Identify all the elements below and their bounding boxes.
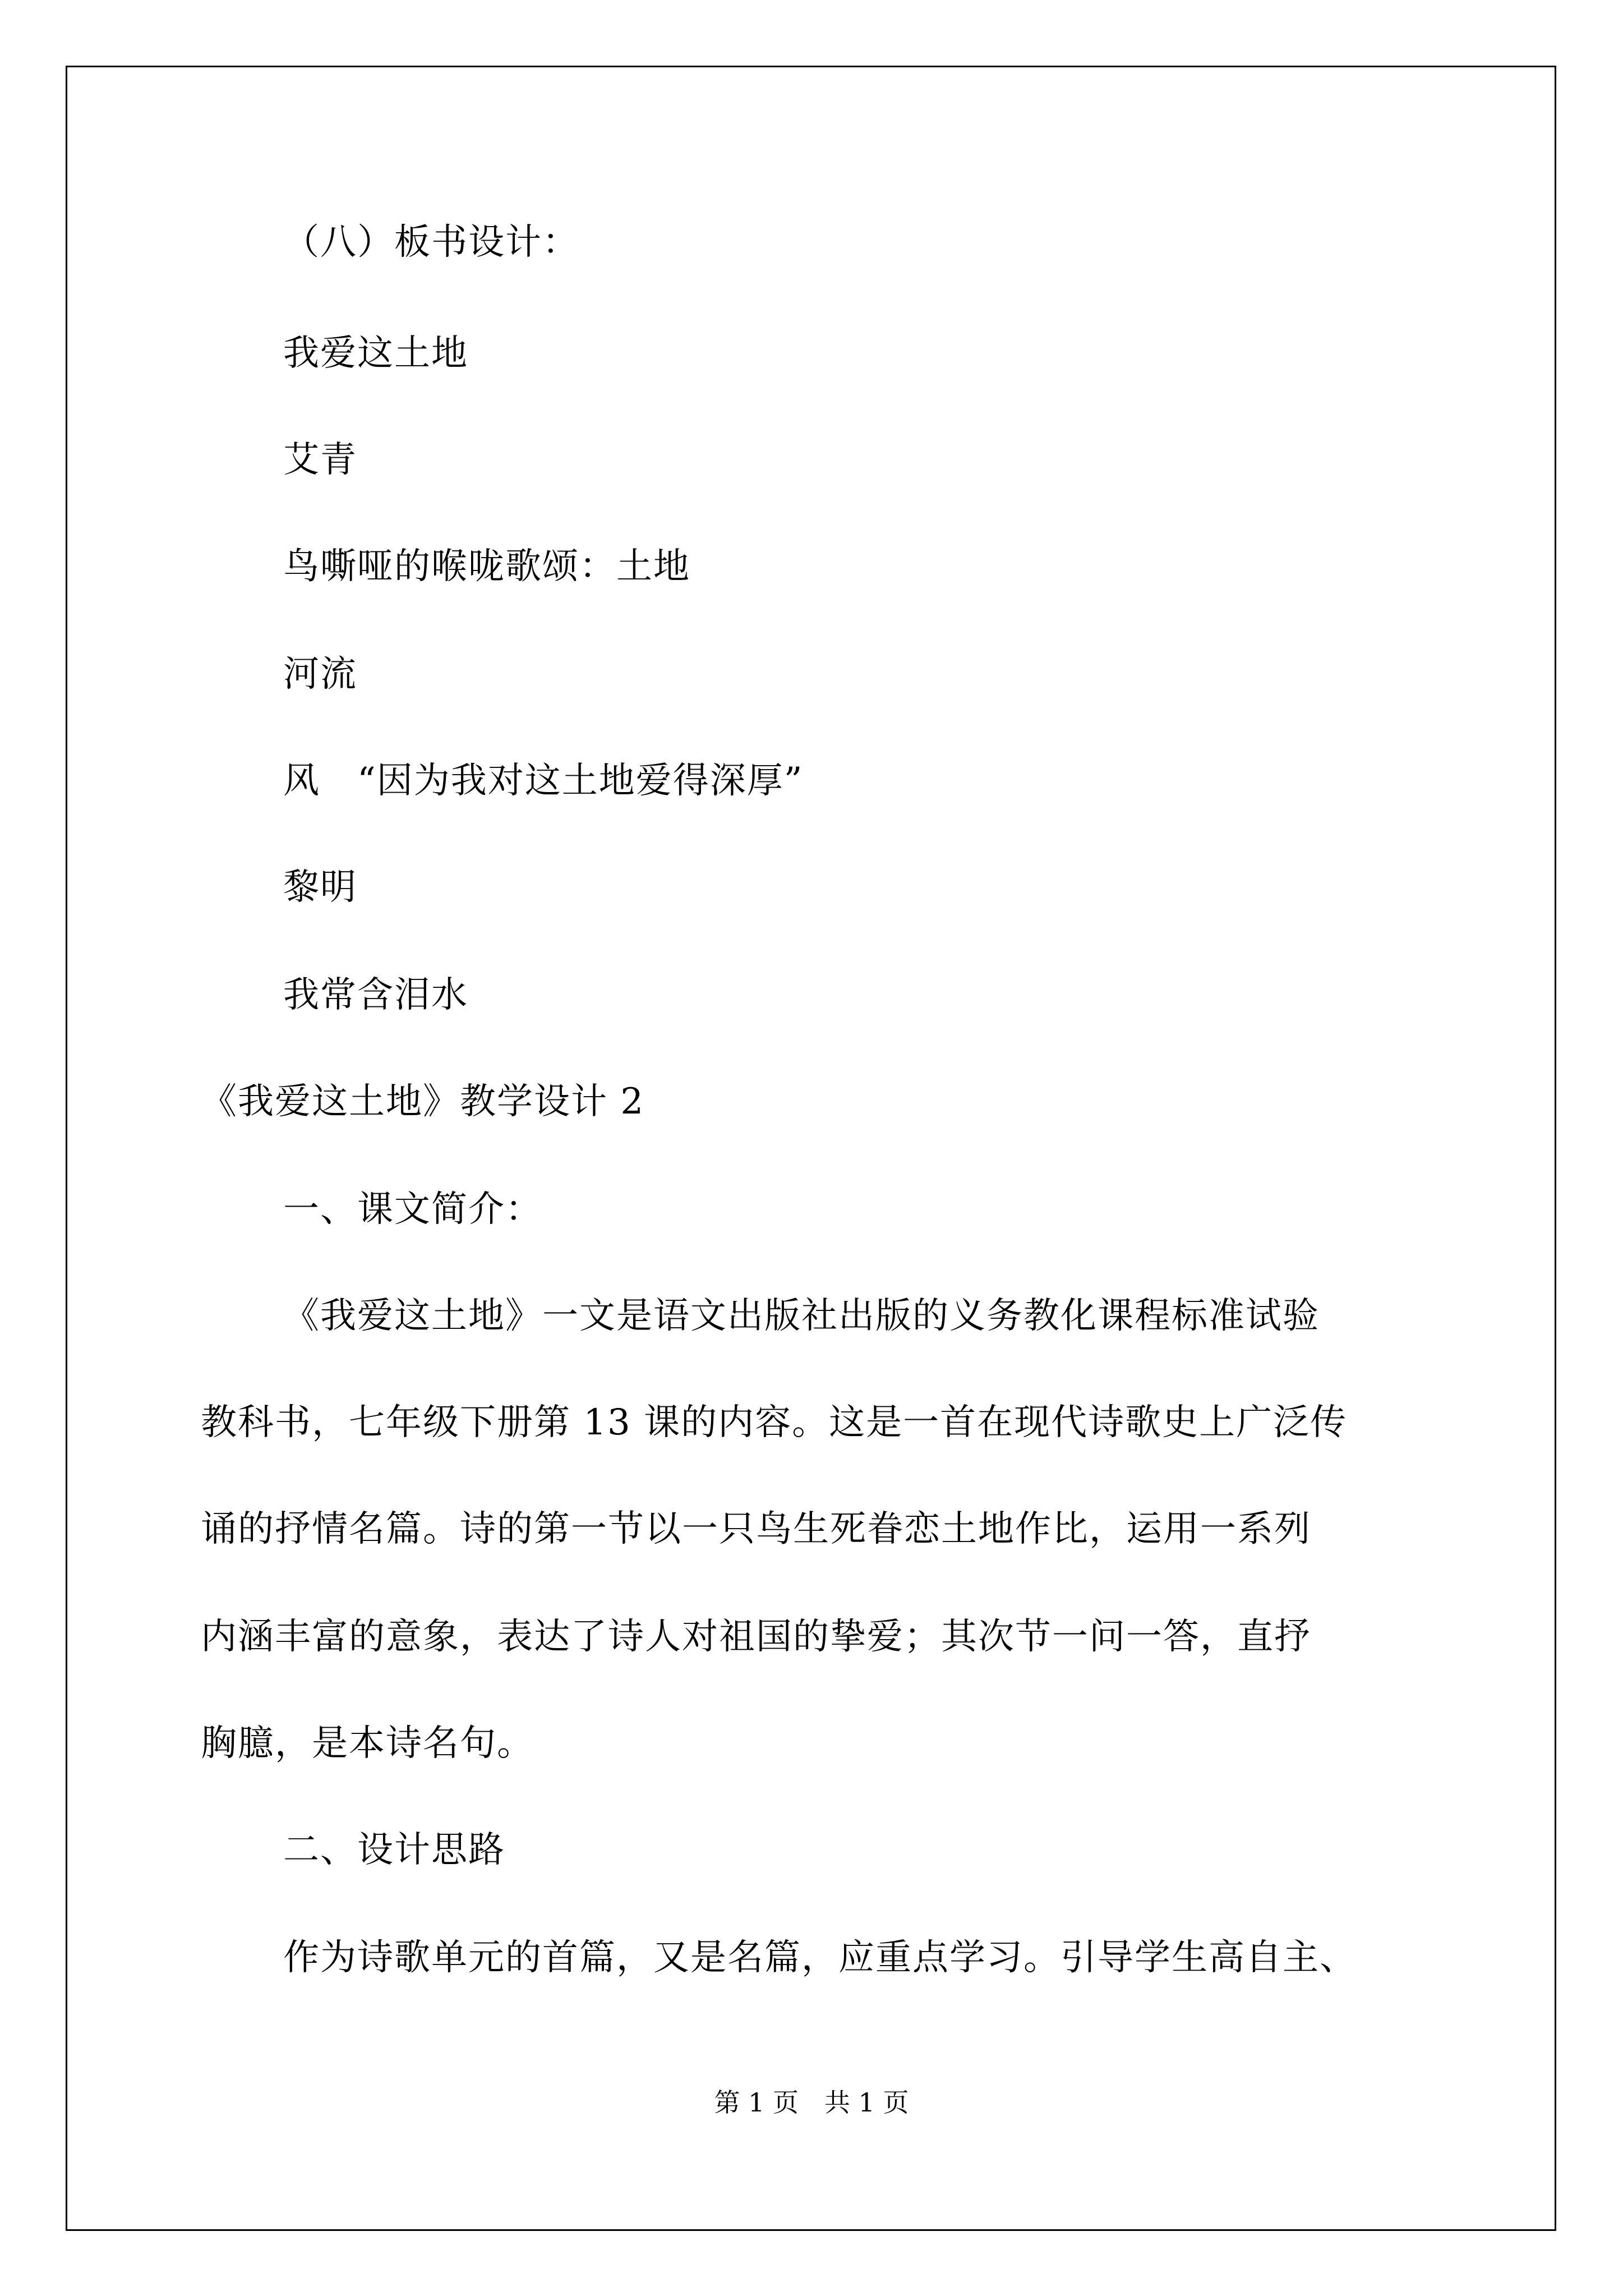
paragraph-line: 教科书，七年级下册第 13 课的内容。这是一首在现代诗歌史上广泛传: [201, 1402, 1348, 1443]
board-design-heading: （八）板书设计：: [283, 222, 579, 263]
poem-title-line: 我爱这土地: [283, 333, 468, 374]
page-frame: [66, 66, 1556, 2231]
page-footer: 第 1 页 共 1 页: [714, 2087, 909, 2118]
paragraph-line: 胸臆，是本诗名句。: [201, 1723, 534, 1764]
paragraph-line: 内涵丰富的意象，表达了诗人对祖国的挚爱；其次节一问一答，直抒: [201, 1616, 1311, 1658]
subheading-intro: 一、课文简介：: [283, 1189, 542, 1230]
section-title: 《我爱这土地》教学设计 2: [201, 1081, 645, 1122]
board-line-wind: 风 “因为我对这土地爱得深厚”: [283, 760, 804, 802]
paragraph-line: 作为诗歌单元的首篇，又是名篇，应重点学习。引导学生高自主、: [283, 1937, 1357, 1978]
subheading-design-idea: 二、设计思路: [283, 1829, 505, 1871]
paragraph-line: 诵的抒情名篇。诗的第一节以一只鸟生死眷恋土地作比，运用一系列: [201, 1508, 1311, 1550]
author-line: 艾青: [283, 439, 357, 481]
paragraph-line: 《我爱这土地》一文是语文出版社出版的义务教化课程标准试验: [283, 1295, 1320, 1337]
board-line-river: 河流: [283, 654, 357, 695]
board-line-dawn: 黎明: [283, 867, 357, 908]
board-line-bird: 鸟嘶哑的喉咙歌颂：土地: [283, 546, 690, 587]
board-line-tears: 我常含泪水: [283, 974, 468, 1016]
